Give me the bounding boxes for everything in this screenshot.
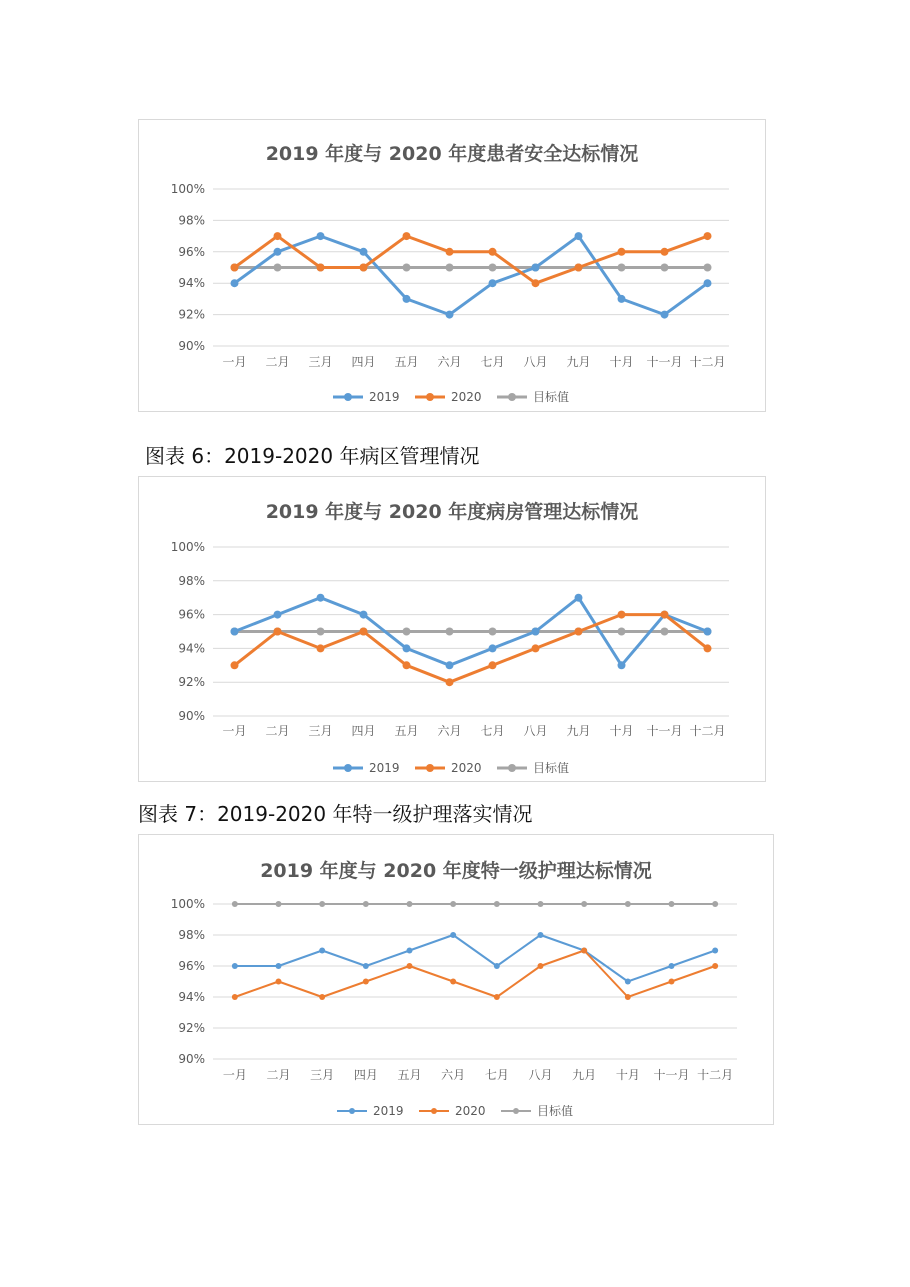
x-tick-label: 一月 — [222, 355, 247, 369]
data-point-1 — [489, 661, 497, 669]
data-point-1 — [360, 628, 368, 636]
data-point-0 — [446, 311, 454, 319]
data-point-1 — [661, 611, 669, 619]
data-point-0 — [532, 264, 540, 272]
data-point-0 — [618, 295, 626, 303]
data-point-1 — [403, 661, 411, 669]
legend-swatch-dot — [513, 1108, 519, 1114]
data-point-1 — [450, 979, 456, 985]
y-tick-label: 90% — [178, 339, 205, 353]
data-point-0 — [274, 248, 282, 256]
chart-ward-management — [138, 476, 766, 782]
data-point-2 — [704, 264, 712, 272]
data-point-2 — [618, 628, 626, 636]
data-point-2 — [403, 628, 411, 636]
x-tick-label: 七月 — [480, 355, 505, 369]
data-point-0 — [363, 963, 369, 969]
data-point-0 — [532, 628, 540, 636]
x-tick-label: 十月 — [615, 1068, 640, 1082]
data-point-1 — [446, 248, 454, 256]
legend-label: 目标值 — [537, 1104, 574, 1118]
data-point-1 — [494, 994, 500, 1000]
x-tick-label: 六月 — [437, 355, 462, 369]
data-point-2 — [317, 628, 325, 636]
series-line-1 — [235, 951, 715, 998]
data-point-0 — [274, 611, 282, 619]
x-tick-label: 四月 — [351, 355, 376, 369]
data-point-0 — [403, 295, 411, 303]
data-point-2 — [712, 901, 718, 907]
legend-swatch-dot — [344, 393, 352, 401]
x-tick-label: 五月 — [394, 724, 419, 738]
data-point-1 — [274, 232, 282, 240]
data-point-1 — [712, 963, 718, 969]
chart-title: 2019 年度与 2020 年度特一级护理达标情况 — [260, 860, 652, 882]
legend-label: 目标值 — [533, 390, 570, 404]
y-tick-label: 96% — [178, 244, 205, 259]
data-point-1 — [274, 628, 282, 636]
legend-swatch-dot — [349, 1108, 355, 1114]
data-point-2 — [446, 628, 454, 636]
data-point-2 — [669, 901, 675, 907]
series-line-0 — [235, 236, 708, 315]
legend-swatch-dot — [344, 764, 352, 772]
data-point-2 — [450, 901, 456, 907]
data-point-1 — [625, 994, 631, 1000]
data-point-1 — [276, 979, 282, 985]
data-point-2 — [232, 901, 238, 907]
data-point-0 — [407, 948, 413, 954]
chart-patient-safety-svg — [139, 120, 765, 411]
legend-swatch-dot — [508, 764, 516, 772]
data-point-1 — [407, 963, 413, 969]
data-point-2 — [274, 264, 282, 272]
data-point-0 — [712, 948, 718, 954]
data-point-1 — [231, 264, 239, 272]
y-tick-label: 92% — [178, 307, 205, 322]
data-point-0 — [538, 932, 544, 938]
chart-special-care — [138, 834, 774, 1125]
data-point-2 — [407, 901, 413, 907]
x-tick-label: 七月 — [480, 724, 505, 738]
x-tick-label: 十一月 — [646, 724, 683, 738]
caption-figure-7: 图表 7：2019-2020 年特一级护理落实情况 — [138, 802, 533, 826]
x-tick-label: 二月 — [266, 1068, 291, 1082]
legend-label: 2020 — [455, 1104, 486, 1118]
x-tick-label: 八月 — [523, 724, 548, 738]
y-tick-label: 100% — [170, 897, 205, 911]
x-tick-label: 二月 — [265, 355, 290, 369]
data-point-0 — [575, 232, 583, 240]
y-tick-label: 92% — [178, 675, 205, 690]
data-point-2 — [494, 901, 500, 907]
x-tick-label: 三月 — [308, 724, 333, 738]
y-tick-label: 94% — [178, 276, 205, 291]
x-tick-label: 十月 — [609, 355, 634, 369]
legend-label: 目标值 — [533, 761, 570, 775]
x-tick-label: 四月 — [353, 1068, 378, 1082]
chart-patient-safety — [138, 119, 766, 412]
y-tick-label: 98% — [178, 928, 205, 942]
data-point-0 — [618, 661, 626, 669]
data-point-1 — [319, 994, 325, 1000]
data-point-0 — [276, 963, 282, 969]
x-tick-label: 二月 — [265, 724, 290, 738]
data-point-2 — [538, 901, 544, 907]
y-tick-label: 96% — [178, 607, 205, 622]
data-point-2 — [276, 901, 282, 907]
legend-swatch-dot — [508, 393, 516, 401]
data-point-1 — [661, 248, 669, 256]
x-tick-label: 一月 — [222, 724, 247, 738]
x-tick-label: 六月 — [441, 1068, 466, 1082]
chart-title: 2019 年度与 2020 年度患者安全达标情况 — [265, 143, 639, 165]
data-point-2 — [363, 901, 369, 907]
data-point-0 — [661, 311, 669, 319]
data-point-1 — [575, 628, 583, 636]
x-tick-label: 八月 — [523, 355, 548, 369]
data-point-1 — [232, 994, 238, 1000]
data-point-1 — [489, 248, 497, 256]
data-point-1 — [532, 279, 540, 287]
data-point-0 — [575, 594, 583, 602]
y-tick-label: 90% — [178, 1052, 205, 1066]
data-point-2 — [581, 901, 587, 907]
x-tick-label: 三月 — [310, 1068, 335, 1082]
data-point-2 — [446, 264, 454, 272]
data-point-1 — [403, 232, 411, 240]
data-point-0 — [231, 279, 239, 287]
legend-label: 2019 — [369, 390, 400, 404]
data-point-0 — [625, 979, 631, 985]
data-point-0 — [232, 963, 238, 969]
x-tick-label: 五月 — [397, 1068, 422, 1082]
x-tick-label: 九月 — [566, 355, 591, 369]
data-point-1 — [532, 644, 540, 652]
chart-special-care-svg — [139, 835, 773, 1124]
x-tick-label: 十一月 — [653, 1068, 690, 1082]
data-point-0 — [446, 661, 454, 669]
caption-figure-6: 图表 6：2019-2020 年病区管理情况 — [145, 444, 480, 468]
x-tick-label: 三月 — [308, 355, 333, 369]
legend-swatch-dot — [426, 393, 434, 401]
data-point-1 — [538, 963, 544, 969]
data-point-1 — [575, 264, 583, 272]
data-point-0 — [489, 279, 497, 287]
data-point-0 — [669, 963, 675, 969]
data-point-1 — [231, 661, 239, 669]
y-tick-label: 100% — [170, 540, 205, 554]
data-point-0 — [704, 628, 712, 636]
data-point-1 — [669, 979, 675, 985]
data-point-0 — [317, 232, 325, 240]
legend-label: 2019 — [373, 1104, 404, 1118]
data-point-2 — [403, 264, 411, 272]
legend-swatch-dot — [431, 1108, 437, 1114]
data-point-1 — [704, 644, 712, 652]
chart-ward-management-svg — [139, 477, 765, 781]
data-point-1 — [363, 979, 369, 985]
x-tick-label: 十一月 — [646, 355, 683, 369]
data-point-0 — [403, 644, 411, 652]
legend-swatch-dot — [426, 764, 434, 772]
y-tick-label: 94% — [178, 990, 205, 1004]
data-point-0 — [360, 611, 368, 619]
x-tick-label: 一月 — [222, 1068, 247, 1082]
legend-label: 2020 — [451, 761, 482, 775]
data-point-2 — [661, 628, 669, 636]
legend-label: 2020 — [451, 390, 482, 404]
x-tick-label: 九月 — [566, 724, 591, 738]
x-tick-label: 十二月 — [689, 355, 726, 369]
y-tick-label: 96% — [178, 959, 205, 973]
data-point-1 — [360, 264, 368, 272]
data-point-1 — [618, 611, 626, 619]
x-tick-label: 十二月 — [697, 1068, 734, 1082]
x-tick-label: 八月 — [528, 1068, 553, 1082]
y-tick-label: 94% — [178, 641, 205, 656]
data-point-0 — [489, 644, 497, 652]
data-point-1 — [317, 644, 325, 652]
y-tick-label: 90% — [178, 709, 205, 723]
legend-label: 2019 — [369, 761, 400, 775]
y-tick-label: 98% — [178, 573, 205, 588]
data-point-0 — [494, 963, 500, 969]
x-tick-label: 四月 — [351, 724, 376, 738]
data-point-2 — [661, 264, 669, 272]
x-tick-label: 十月 — [609, 724, 634, 738]
x-tick-label: 六月 — [437, 724, 462, 738]
x-tick-label: 十二月 — [689, 724, 726, 738]
data-point-2 — [618, 264, 626, 272]
x-tick-label: 七月 — [484, 1068, 509, 1082]
x-tick-label: 五月 — [394, 355, 419, 369]
data-point-0 — [317, 594, 325, 602]
data-point-0 — [319, 948, 325, 954]
data-point-2 — [489, 628, 497, 636]
data-point-2 — [319, 901, 325, 907]
y-tick-label: 98% — [178, 213, 205, 228]
data-point-2 — [489, 264, 497, 272]
data-point-1 — [581, 948, 587, 954]
data-point-1 — [317, 264, 325, 272]
data-point-1 — [704, 232, 712, 240]
x-tick-label: 九月 — [572, 1068, 597, 1082]
y-tick-label: 100% — [170, 182, 205, 196]
y-tick-label: 92% — [178, 1021, 205, 1035]
data-point-0 — [704, 279, 712, 287]
data-point-2 — [625, 901, 631, 907]
data-point-0 — [231, 628, 239, 636]
data-point-1 — [446, 678, 454, 686]
data-point-0 — [360, 248, 368, 256]
series-line-0 — [235, 935, 715, 982]
chart-title: 2019 年度与 2020 年度病房管理达标情况 — [265, 501, 639, 523]
data-point-0 — [450, 932, 456, 938]
data-point-1 — [618, 248, 626, 256]
